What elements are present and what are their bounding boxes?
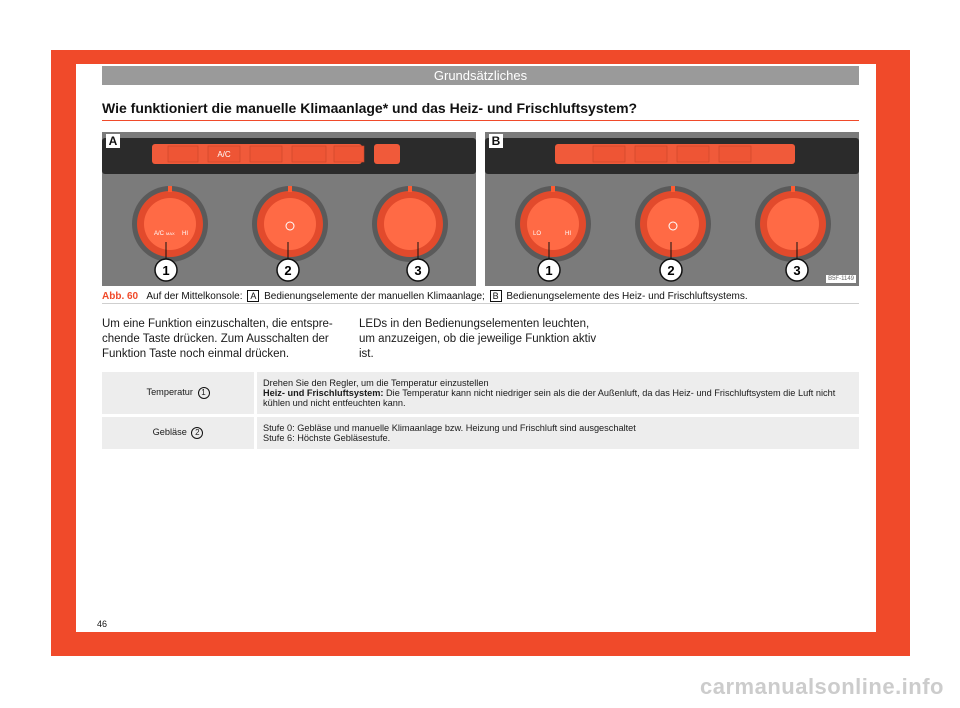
panel-b-illustration [485, 132, 859, 286]
callout-number: 1 [162, 263, 170, 278]
page-title: Wie funktioniert die manuelle Klimaanlage* und das Heiz- und Frischluftsystem? [102, 100, 638, 116]
panel-label-b: B [489, 134, 503, 148]
watermark: carmanualsonline.info [700, 674, 944, 699]
caption-label-b: B [490, 290, 502, 302]
row-text-cell [256, 372, 860, 416]
row-text-line: Stufe 6: Höchste Gebläsestufe. [263, 433, 391, 443]
figure-number: Abb. 60 [102, 291, 139, 302]
row-label: Gebläse [152, 427, 187, 437]
ac-button-label: A/C [217, 150, 231, 159]
row-label: Temperatur [146, 387, 193, 397]
row-label-cell [102, 372, 256, 416]
button-strip [152, 144, 400, 164]
knob-max-label: MAX [166, 231, 175, 236]
row-text-rest: Die Temperatur kann nicht niedriger sein als die der Außenluft, da das Heiz- und Frischluftsystem die Luft nicht kühlen und nicht entfeuchten kann. [263, 388, 836, 408]
body-column-2: LEDs in den Bedienungselementen leuchten, um anzuzeigen, ob die jeweilige Funktion aktiv ist. [359, 318, 597, 360]
row-number: 1 [198, 387, 210, 399]
callout-number: 3 [793, 263, 801, 278]
figure-60 [102, 132, 859, 286]
knob-fan-b [635, 186, 711, 262]
knob-ac-label: A/C [154, 231, 165, 237]
callout-number: 1 [545, 263, 553, 278]
table-row [102, 372, 859, 416]
page-number: 46 [97, 619, 108, 629]
knob-lo-label: LO [533, 231, 542, 237]
row-text-block [263, 388, 853, 408]
title-divider [102, 120, 859, 121]
caption-label-a: A [247, 290, 259, 302]
row-text-line: Drehen Sie den Regler, um die Temperatur einzustellen [263, 378, 489, 388]
controls-table [102, 372, 859, 452]
caption-text-a: Bedienungselemente der manuellen Klimaanlage; [264, 291, 485, 302]
knob-air-a [372, 186, 448, 262]
panel-label-a: A [106, 134, 120, 148]
knob-temp-a [132, 186, 208, 262]
panel-a-illustration [102, 132, 476, 286]
knob-air-b [755, 186, 831, 262]
knob-temp-b [515, 186, 591, 262]
button-strip-b [555, 144, 795, 164]
figure-divider [102, 303, 859, 304]
row-text-cell [256, 416, 860, 451]
knob-fan-a [252, 186, 328, 262]
table-row [102, 416, 859, 451]
callout-number: 2 [284, 263, 292, 278]
knob-hi-label: HI [182, 231, 188, 237]
caption-text-b: Bedienungselemente des Heiz- und Frischluftsystems. [506, 291, 748, 302]
panel-b [485, 132, 859, 286]
row-text-bold: Heiz- und Frischluftsystem: [263, 388, 384, 398]
section-header: Grundsätzliches [102, 66, 859, 85]
callout-number: 3 [414, 263, 422, 278]
row-text-line: Stufe 0: Gebläse und manuelle Klimaanlage bzw. Heizung und Frischluft sind ausgeschaltet [263, 423, 636, 433]
figure-caption [102, 290, 859, 302]
panel-a [102, 132, 476, 286]
callout-number: 2 [667, 263, 675, 278]
row-label-cell [102, 416, 256, 451]
knob-hi-label: HI [565, 231, 571, 237]
body-column-1: Um eine Funktion einzuschalten, die entspre- chende Taste drücken. Zum Ausschalten der Funktion Taste noch einmal drücken. [102, 318, 333, 360]
caption-prefix: Auf der Mittelkonsole: [146, 291, 243, 302]
figure-code: B5F-1149 [828, 276, 854, 282]
row-number: 2 [191, 427, 203, 439]
